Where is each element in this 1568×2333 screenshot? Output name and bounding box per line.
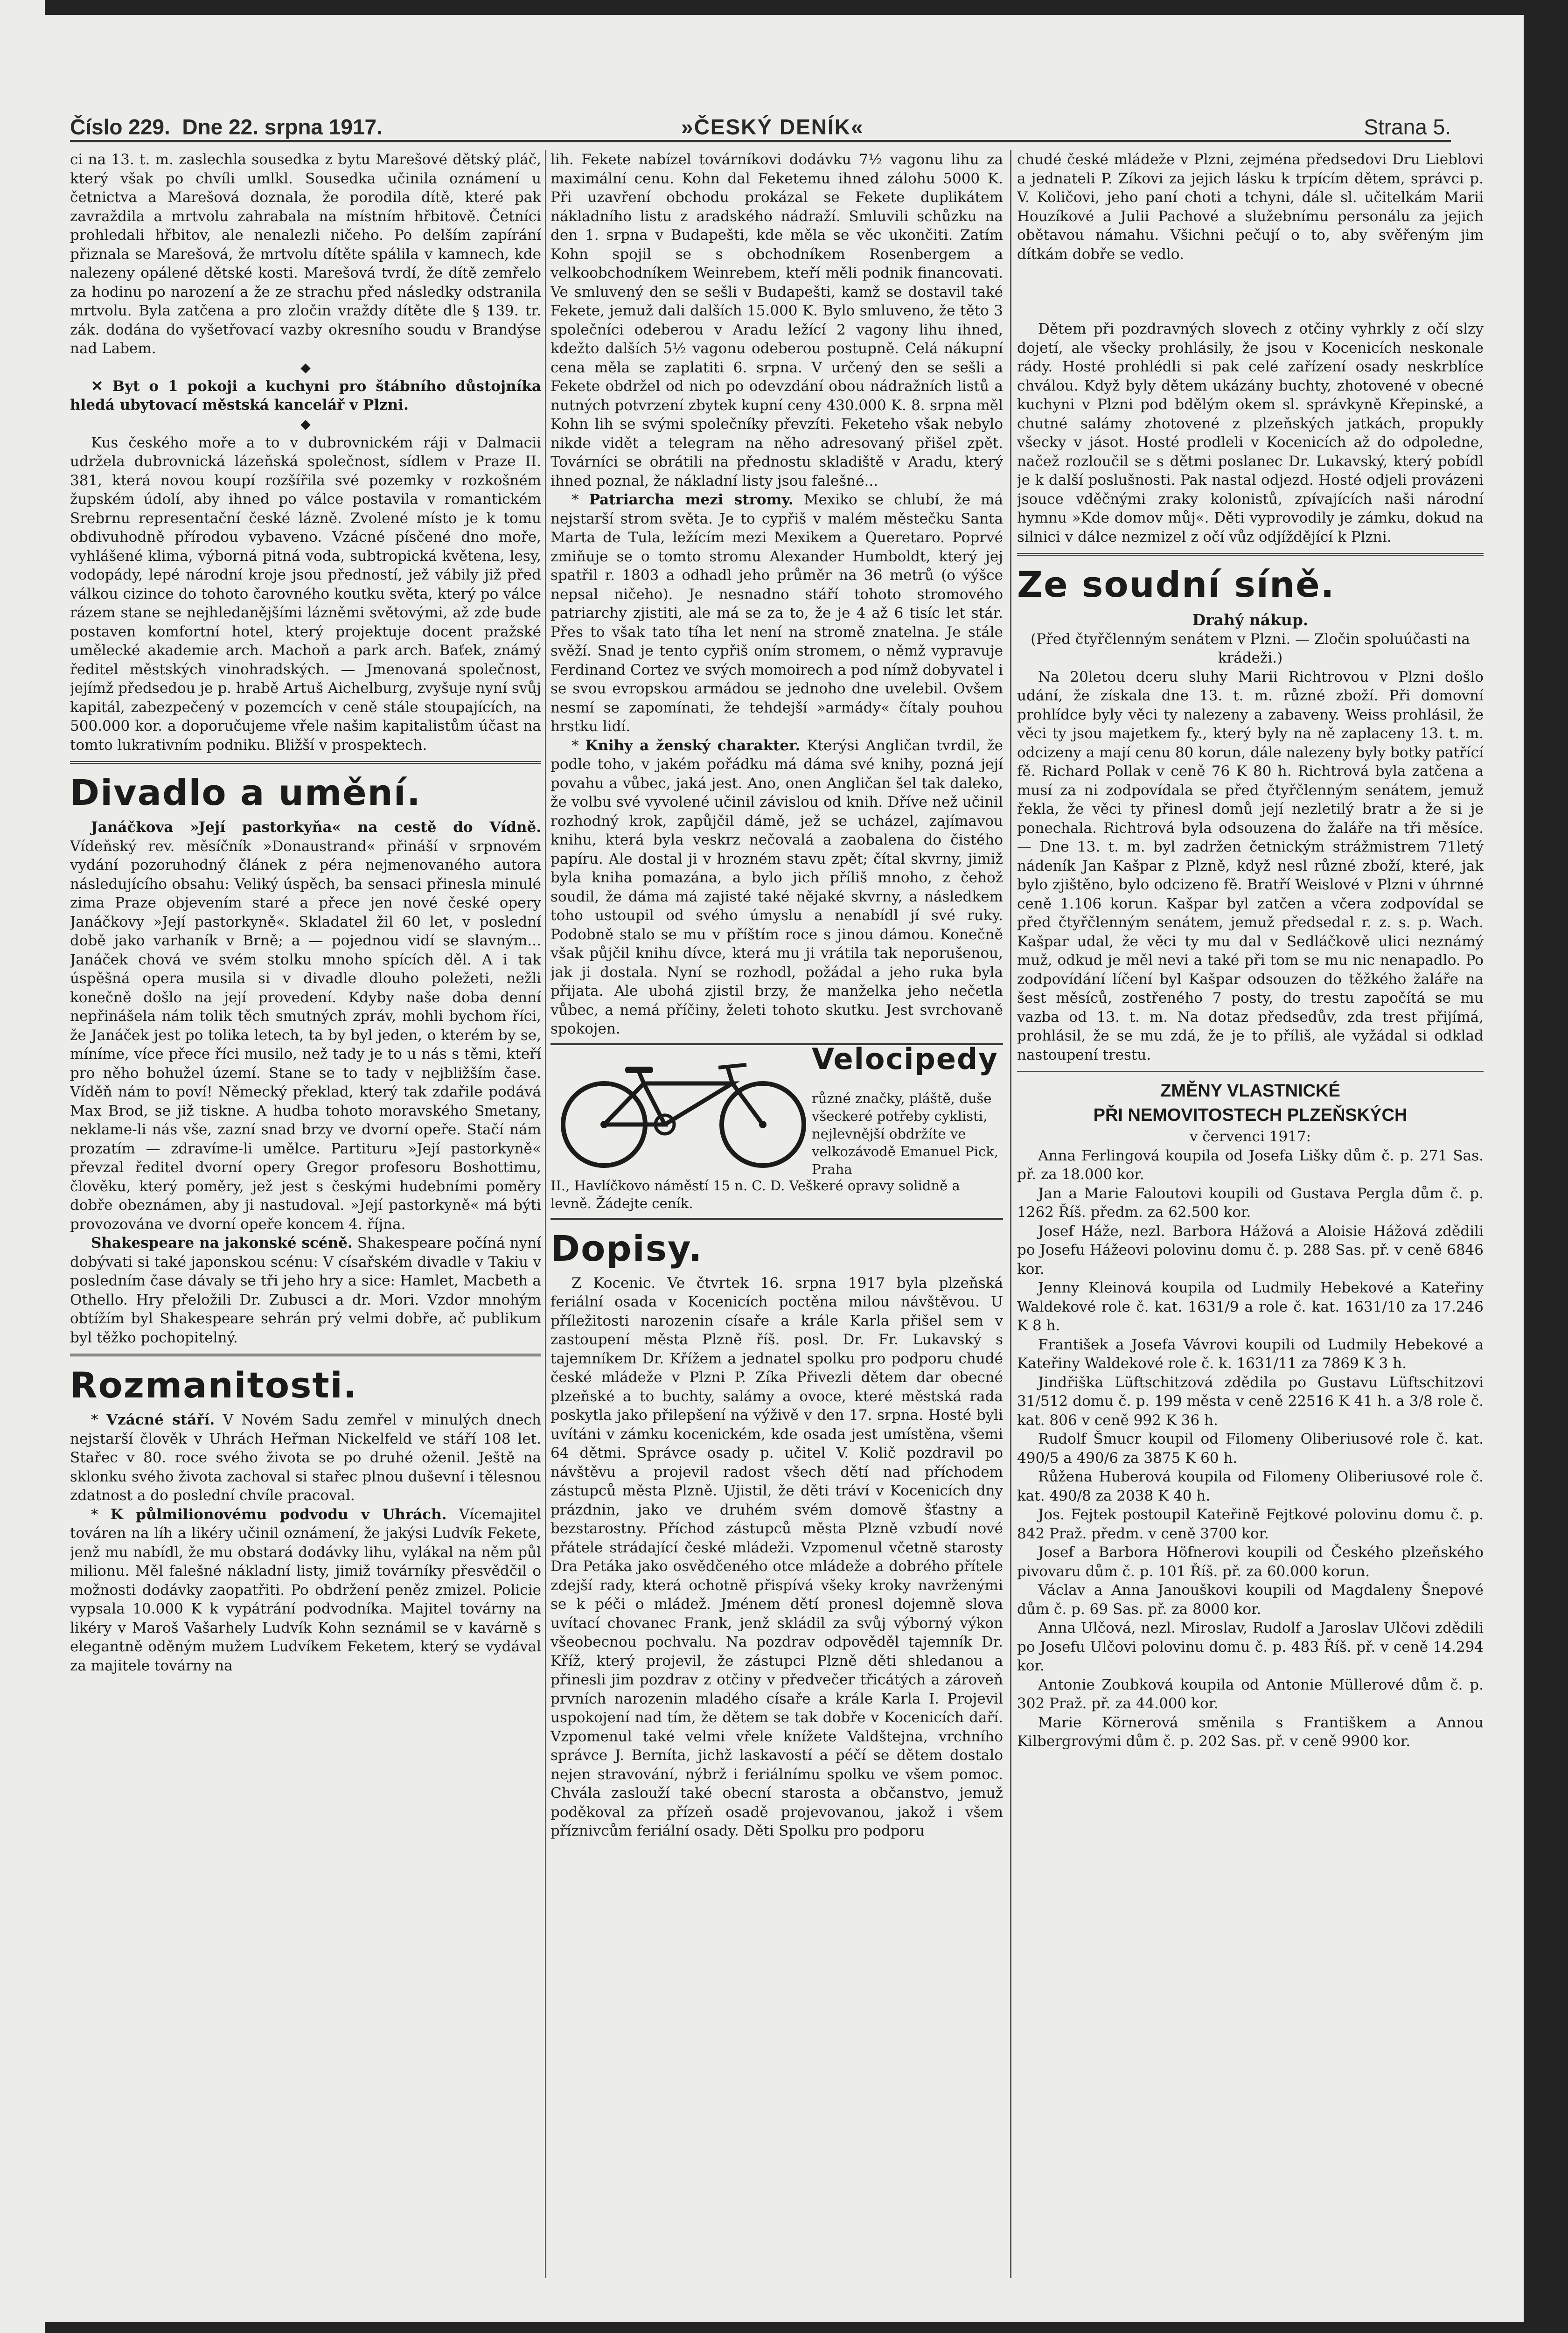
header-rule bbox=[70, 140, 1451, 142]
change-entry: Václav a Anna Janouškovi koupili od Magdaleny Šnepové dům č. p. 69 Sas. př. za 8000 kor. bbox=[1017, 1582, 1484, 1618]
page-number: Strana 5. bbox=[1364, 115, 1451, 139]
article-dubrovnik: Kus českého moře a to v dubrovnickém ráji v Dalmacii udržela dubrovnická lázeňská společnost, sídlem v Praze II. 381, která novou koupí rozšířila své pozemky v rozkošném župském údolí, aby ihned po válce postavila v romantickém Srebrnu representační české lázně. Zvolené místo je k tomu obdivuhodně přírodou vybaveno. Vzácné písčené dno moře, vyhlášené klima, výborná pitná voda, subtropická květena, lesy, vodopády, lepé národní kroje jsou předností, jež vábily již před válkou cizince do tohoto čarovného koutku světa, který po válce rázem stane se nejhledanějšími lázněmi světovými, až zde bude postaven komfortní hotel, který projektuje docent pražské umělecké akademie arch. Machoň a park arch. Baťek, známý ředitel městských vinohradských. — Jmenovaná společnost, jejímž předsedou je p. hrabě Artuš Aichelburg, zvyšuje nyní svůj kapitál, zabezpečený v pozemcích v ceně stále stoupajících, na 500.000 kor. a doporučujeme vřele našim kapitalistům účast na tomto lukrativním podniku. Bližší v prospektech. bbox=[70, 434, 541, 754]
section-rule bbox=[1017, 1071, 1484, 1072]
change-entry: Marie Körnerová směnila s Františkem a Annou Kilbergrovými dům č. p. 202 Sas. př. v ceně 9900 kor. bbox=[1017, 1714, 1484, 1750]
column-3 bbox=[1017, 150, 1484, 2278]
article-kocenic-deti: Dětem při pozdravných slovech z otčiny vyhrkly z očí slzy dojetí, ale všecky prohlásily, že jsou v Kocenicích neskonale rády. Hosté prohlédli si pak celé zařízení osady neskrblíce chválou. Když byly dětem ukázány buchty, zhotovené v obecné kuchyni v Plzni pod bdělým okem sl. správkyně Křepinské, a chutné salámy zhotovené z plzeňských jatkách, propukly všecky v jásot. Hosté prodleli v Kocenicích až do odpoledne, načež rozloučil se s dětmi poslanec Dr. Lukavský, který pobídl je k další poslušnosti. Pak nastal odjezd. Hosté odjeli provázeni jsouce vděčnými zraky kolonistů, zpívajících naši národní hymnu »Kde domov můj«. Děti vyprovodily je zámku, dokud na silnici v dálce nezmizel z očí vůz odjíždějící k Plzni. bbox=[1017, 321, 1484, 545]
article-heading-janacek: Janáčkova »Její pastorkyňa« na cestě do Vídně. bbox=[91, 819, 541, 836]
change-entry: Anna Ferlingová koupila od Josefa Lišky dům č. p. 271 Sas. př. za 18.000 kor. bbox=[1017, 1147, 1484, 1183]
article-stari: * Vzácné stáří. V Novém Sadu zemřel v minulých dnech nejstarší člověk v Uhrách Heřman Nickelfeld ve stáří 108 let. Stařec v 80. roce svého života se po druhé oženil. Ještě na sklonku svého života zachoval si stařec plnou duševní i tělesnou zdatnost a do poslední chvíle pracoval. bbox=[70, 1411, 541, 1504]
change-entry: Josef Háže, nezl. Barbora Hážová a Aloisie Hážová zdědili po Josefu Hážeovi polovinu domu č. p. 288 Sas. př. v ceně 6846 kor. bbox=[1017, 1222, 1484, 1278]
article-heading-podvod: K půlmilionovému podvodu v Uhrách. bbox=[110, 1506, 447, 1523]
article-knihy: * Knihy a ženský charakter. Kterýsi Angličan tvrdil, že podle toho, v jakém pořádku má dáma své knihy, pozná její povahu a vůbec, jaká jest. Ano, onen Angličan šel tak daleko, že volbu své vyvolené učinil závislou od knih. Dříve než učinil rozhodný krok, zapůjčil dámě, jež se ucházel, zajímavou knihu, která byla veskrz nečovalá a zaobalena do čistého papíru. Ale dostal ji v hrozném stavu zpět; čítal skvrny, jimiž byla kniha pomazána, a bylo jich příliš mnoho, z čehož soudil, že dáma má zajisté také nějaké skvrny, a následkem toho ustoupil od svého úmyslu a nenabídl jí své ruky. Podobně stalo se mu v příštím roce s jinou dámou. Konečně však půjčil knihu dívce, která mu ji vrátila tak neporušenou, jak ji dostala. Nyní se rozhodl, požádal a jeho ruka byla přijata. Ale ubohá zjistil brzy, že manželka jeho nečetla vůbec, a nemá příčiny, želeti tohoto skutku. Jest svrchovaně spokojen. bbox=[551, 737, 1003, 1037]
article-heading-stari: Vzácné stáří. bbox=[106, 1411, 215, 1428]
previous-page-edge bbox=[0, 0, 45, 2333]
article-body-janacek: Vídeňský rev. měsíčník »Donaustrand« přináší v srpnovém vydání pozoruhodný článek z péra nejmenovaného autora následujícího obsahu: Veliký úspěch, ba sensaci přinesla minulé zima Praze objevením staré a přece jen nové české opery Janáčkovy »Její pastorkyně«. Skladatel žil 60 let, v poslední době jako varhaník v Brně; a — pojednou vidí se slavným... Janáček chová ve svém stolku mnoho spících děl. A i tak úspěšná opera musila si v divadle dlouho poležeti, nežli konečně došlo na její provedení. Kdyby naše doba denní nepřinášela nám tolik těch smutných zpráv, mohli bychom říci, že Janáček jest po tolika letech, ta by byl jeden, o kterém by se, míníme, více přece říci musilo, než tady je to u nás s těmi, kteří pro něho bohužel území. Stane se to tady v nejbližším čase. Víděň nám to poví! Německý překlad, který tak zdařile podává Max Brod, se již tiskne. A hudba tohoto moravského Smetany, neklame-li nás vše, zazní snad brzy ve dvorní opeře. Stačí nám prozatím — zdravíme-li umělce. Partituru »Její pastorkyně« převzal ředitel dvorní opery Gregor profesoru Boshottimu, člověku, který poměry, jež jest s českými hudebními poměry dobře obeznámen, aby ji nastudoval. »Její pastorkyně« má býti provozována ve dvorní opeře koncem 4. října. bbox=[70, 838, 541, 1233]
divider-diamond: ◆ bbox=[300, 416, 311, 432]
article-podvod-continued: lih. Fekete nabízel továrníkovi dodávku 7½ vagonu lihu za maximální cenu. Kohn dal Feketemu ihned zálohu 5000 K. Při uzavření obchodu prokázal se Fekete duplikátem nákladního listu z aradského nádraží. Smluvili schůzku na den 1. srpna v Budapešti, kde měla se věc ukončiti. Zatím Kohn spojil se s obchodníkem Rosenbergem a velkoobchodníkem Weinrebem, kteří měli podnik financovati. Ve smluvený den se sešli v Budapešti, kamž se dostavil také Fekete, jemuž dali dalších 15.000 K. Bylo smluveno, že těto 3 společníci odeberou v Aradu ležící 2 vagony lihu ihned, kdežto dalších 5½ vagonu odeberou postupně. Celá nákupní cena měla se zaplatiti 6. srpna. V určený den se sešli a Fekete obdržel od nich po odevzdání obou nádražních listů a nutných potvrzení zbytek kupní ceny 430.000 K. 8. srpna měl Kohn lih se svými společníky převzíti. Feketeho však nebylo nikde vidět a telegram na něho adresovaný přišel zpět. Továrníci se obrátili na přednostu skladiště v Aradu, který ihned poznal, že nákladní listy jsou falešné... bbox=[551, 151, 1003, 489]
column-rule-1 bbox=[545, 150, 546, 2278]
article-body-knihy: Kterýsi Angličan tvrdil, že podle toho, v jakém pořádku má dáma své knihy, pozná její povahu a vůbec, jaká jest. Ano, onen Angličan šel tak daleko, že volbu své vyvolené učinil závislou od knih. Dříve než učinil rozhodný krok, zapůjčil dámě, jež se ucházel, zajímavou knihu, která byla veskrz nečovalá a zaobalena do čistého papíru. Ale dostal ji v hrozném stavu zpět; čítal skvrny, jimiž byla kniha pomazána, a bylo jich příliš mnoho, z čehož soudil, že dáma má zajisté také nějaké skvrny, a následkem toho ustoupil od svého úmyslu a nenabídl jí své ruky. Podobně stalo se mu v příštím roce s jinou dámou. Konečně však půjčil knihu dívce, která mu ji vrátila tak neporušenou, jak ji dostala. Nyní se rozhodl, požádal a jeho ruka byla přijata. Ale ubohá zjistil brzy, že manželka jeho nečetla vůbec, a nemá příčiny, želeti tohoto skutku. Jest svrchovaně spokojen. bbox=[551, 737, 1003, 1037]
section-title-divadlo: Divadlo a umění. bbox=[70, 772, 421, 813]
article-body-shakespeare: Shakespeare počíná nyní dobývati si také japonskou scénu: V císařském divadle v Takiu v posledním čase dávaly se tři jeho hry a sice: Hamlet, Macbeth a Othello. Hry přeložili Dr. Zubusci a dr. Mori. Vzdor mnohým obtížím byl Shakespeare sehrán prý velmi dobře, ač publikum byl těžko pochopitelný. bbox=[70, 1235, 541, 1346]
article-heading-patriarcha: Patriarcha mezi stromy. bbox=[589, 491, 794, 508]
page-blank-area bbox=[1017, 264, 1484, 320]
column-1 bbox=[70, 150, 541, 2278]
article-kocenic-continued: chudé české mládeže v Plzni, zejména předsedovi Dru Lieblovi a jednateli P. Zíkovi za jejich lásku k trpícím dětem, správci p. V. Količovi, jeho paní choti a tchyni, dále sl. učitelkám Marii Houzíkové a Julii Pachové a služebnímu personálu za jejich obětavou námahu. Všichni pečují o to, aby svěřeným jim dítkám dobře se vedlo. bbox=[1017, 151, 1484, 263]
section-title-soud: Ze soudní síně. bbox=[1017, 564, 1335, 605]
change-entry: Jenny Kleinová koupila od Ludmily Hebekové a Kateřiny Waldekové role č. kat. 1631/9 a role č. kat. 1631/10 za 17.246 K 8 h. bbox=[1017, 1279, 1484, 1334]
change-entry: Jindřiška Lüftschitzová zdědila po Gustavu Lüftschitzovi 31/512 domu č. p. 199 města v ceně 22516 K 41 h. a 3/8 role č. kat. 806 v ceně 992 K 36 h. bbox=[1017, 1374, 1484, 1429]
ad-title: Velocipedy bbox=[812, 1041, 998, 1076]
ad-footer: II., Havlíčkovo náměstí 15 n. C. D. Veškeré opravy solidně a levně. Žádejte ceník. bbox=[551, 1177, 960, 1211]
change-entry: Antonie Zoubková koupila od Antonie Müllerové dům č. p. 302 Praž. př. za 44.000 kor. bbox=[1017, 1676, 1484, 1712]
article-heading-knihy: Knihy a ženský charakter. bbox=[585, 737, 801, 754]
section-rule bbox=[70, 761, 541, 764]
section-title-dopisy: Dopisy. bbox=[551, 1227, 703, 1269]
article-body-patriarcha: Mexiko se chlubí, že má nejstarší strom světa. Je to cypřiš v malém městečku Santa Marta de Tula, ležícím mezi Mexikem a Queretaro. Poprvé zmiňuje se o tomto stromu Alexander Humboldt, který jej spatřil r. 1803 a odhadl jeho průměr na 36 metrů (o výšce nepsal ničeho). Je nesnadno stáří tohoto stromového patriarchy zjistiti, ale má se za to, že je 4 až 6 tisíc let stár. Přes to však tato tíha let není na stromě znatelna. Je stále svěží. Snad je tento cypřiš oním stromem, o němž vypravuje Ferdinand Cortez ve svých momoirech a pod nímž dobyvatel i se svou evropskou armádou se jednoho dne uvelebil. Ovšem nesmí se zapomínati, že tehdejší »armády« čítaly pouhou hrstku lidí. bbox=[551, 491, 1003, 735]
changes-month: v červenci 1917: bbox=[1189, 1128, 1311, 1145]
ad-body: různé značky, pláště, duše všeckeré potřeby cyklisti, nejlevnější obdržíte ve velkozávodě Emanuel Pick, Praha bbox=[812, 1090, 998, 1177]
article-body-podvod: Vícemajitel továren na líh a likéry učinil oznámení, že jakýsi Ludvík Fekete, jenž mu nabídl, že mu obstará dodávky lihu, vylákal na něm půl milionu. Měl falešné nákladní listy, jimiž továrníky přesvědčil o možnosti dodávky zaopatřiti. Po obdržení peněz zmizel. Policie vypsala 10.000 K k vypátrání podvodníka. Majitel továrny na likéry v Maroš Vašarhely Ludvík Kohn seznámil se v kavárně s elegantně oděným mužem Ludvíkem Feketem, který se vydával za majitele továrny na bbox=[70, 1506, 541, 1674]
changes-heading-2: PŘI NEMOVITOSTECH PLZEŇSKÝCH bbox=[1093, 1105, 1408, 1125]
divider-diamond: ◆ bbox=[300, 359, 311, 375]
article-janacek bbox=[70, 818, 541, 1234]
article-subheading-drahy: (Před čtyřčlenným senátem v Plzni. — Zločin spoluúčasti na krádeži.) bbox=[1031, 630, 1470, 666]
article-body-drahy: Na 20letou dceru sluhy Marii Richtrovou v Plzni došlo udání, že získala dne 13. t. m. různé zboží. Při domovní prohlídce byly věci ty nalezeny a zabaveny. Weiss prohlásil, že věci ty jsou majetkem fy., který byly na ně zaplaceny 13. t. m. odcizeny a mají cenu 80 korun, dále nalezeny byly botky patřící fě. Richard Pollak v ceně 76 K 80 h. Richtrová byla zatčena a musí za ni zodpovídala se před čtyřčlenným senátem, jemuž řekla, že věci ty přinesl domů její nezletilý bratr a že si je ponechala. Richtrová byla odsouzena do žaláře na tři měsíce. — Dne 13. t. m. byl zadržen četnickým strážmistrem 71letý nádeník Jan Kašpar z Plzně, když nesl různé zboží, které, jak bylo zjištěno, bylo odcizeno fě. Bratří Weislové v Plzni v úhrnné ceně 1.106 korun. Kašpar byl zatčen a včera zodpovídal se před čtyřčlenným senátem, jemuž předsedal r. z. s. p. Wach. Kašpar udal, že věci ty mu dal v Sedláčkově ulici neznámý muž, odkud je měl nevi a také při tom se mu nic nenapadlo. Po zodpovídání líčení byl Kašpar odsouzen do těžkého žaláře na šest měsíců, zostřeného 7 posty, do trestu započítá se mu vazba od 13. t. m. Na dotaz předsedův, zda trest přijímá, prohlásil, že se mu zdá, že je to příliš, ale vyžádal si odklad nastoupení trestu. bbox=[1017, 668, 1484, 1063]
column-2 bbox=[551, 150, 1003, 2278]
notice-apartment: ✕ Byt o 1 pokoji a kuchyni pro štábního důstojníka hledá ubytovací městská kancelář v Plzni. bbox=[70, 377, 541, 413]
change-entry: Anna Ulčová, nezl. Miroslav, Rudolf a Jaroslav Ulčovi zdědili po Josefu Ulčovi polovinu domu č. p. 483 Říš. př. v ceně 14.294 kor. bbox=[1017, 1620, 1484, 1674]
bicycle-illustration bbox=[551, 1055, 816, 1171]
section-rule bbox=[70, 1354, 541, 1356]
article-heading-drahy: Drahý nákup. bbox=[1192, 611, 1309, 629]
article-patriarcha: * Patriarcha mezi stromy. Mexiko se chlubí, že má nejstarší strom světa. Je to cypřiš v malém městečku Santa Marta de Tula, ležícím mezi Mexikem a Queretaro. Poprvé zmiňuje se o tomto stromu Alexander Humboldt, který jej spatřil r. 1803 a odhadl jeho průměr na 36 metrů (o výšce nepsal ničeho). Je nesnadno stáří tohoto stromového patriarchy zjistiti, ale má se za to, že je 4 až 6 tisíc let stár. Přes to však tato tíha let není na stromě znatelna. Je stále svěží. Snad je tento cypřiš oním stromem, o němž vypravuje Ferdinand Cortez ve svých momoirech a pod nímž dobyvatel i se svou evropskou armádou se jednoho dne uvelebil. Ovšem nesmí se zapomínati, že tehdejší »armády« čítaly pouhou hrstku lidí. bbox=[551, 491, 1003, 735]
column-rule-2 bbox=[1010, 150, 1011, 2278]
change-entry: Růžena Huberová koupila od Filomeny Oliberiusové role č. kat. 490/8 za 2038 K 40 h. bbox=[1017, 1468, 1484, 1504]
article-heading-shakespeare: Shakespeare na jakonské scéně. bbox=[91, 1235, 353, 1251]
change-entry: Jos. Fejtek postoupil Kateřině Fejtkové polovinu domu č. p. 842 Praž. předm. v ceně 3700 kor. bbox=[1017, 1506, 1484, 1542]
change-entry: Jan a Marie Faloutovi koupili od Gustava Pergla dům č. p. 1262 Říš. předm. za 62.500 kor. bbox=[1017, 1185, 1484, 1221]
changes-heading-1: ZMĚNY VLASTNICKÉ bbox=[1160, 1081, 1340, 1101]
issue-number: Číslo 229. bbox=[70, 115, 170, 139]
section-title-rozmanitosti: Rozmanitosti. bbox=[70, 1364, 358, 1406]
article-shakespeare bbox=[70, 1234, 541, 1347]
change-entry: Josef a Barbora Höfnerovi koupili od Českého plzeňského pivovaru dům č. p. 101 Říš. př. za 60.000 korun. bbox=[1017, 1544, 1484, 1580]
header-issue-date bbox=[70, 114, 383, 140]
article-podvod: * K půlmilionovému podvodu v Uhrách. Vícemajitel továren na líh a likéry učinil oznámení, že jakýsi Ludvík Fekete, jenž mu nabídl, že mu obstará dodávky lihu, vylákal na něm půl milionu. Měl falešné nákladní listy, jimiž továrníky přesvědčil o možnosti dodávky zaopatřiti. Po obdržení peněz zmizel. Policie vypsala 10.000 K k vypátrání podvodníka. Majitel továrny na likéry v Maroš Vašarhely Ludvík Kohn seznámil se v kavárně s elegantně oděným mužem Ludvíkem Feketem, který se vydával za majitele továrny na bbox=[70, 1506, 541, 1674]
article-infanticide: ci na 13. t. m. zaslechla sousedka z bytu Marešové dětský pláč, který však po chvíli umlkl. Sousedka učinila oznámení u četnictva a Marešová doznala, že porodila dítě, které pak zavraždila a mrtvolu zahrabala na místním hřbitově. Četníci prohledali hřbitov, ale nenalezli ničeho. Po delším zapírání přiznala se Marešová, že mrtvolu dítěte spálila v kamnech, kde nalezeny opálené dětské kosti. Marešová tvrdí, že dítě zemřelo za hodinu po narození a že ze strachu před následky odstranila mrtvolu. Byla zatčena a pro zločin vraždy dítěte dle § 139. tr. zák. dodána do vyšetřovací vazby okresního soudu v Brandýse nad Labem. bbox=[70, 151, 541, 357]
section-rule bbox=[1017, 553, 1484, 556]
article-kocenic: Z Kocenic. Ve čtvrtek 16. srpna 1917 byla plzeňská feriální osada v Kocenicích poctěna milou návštěvou. U příležitosti narozenin císaře a krále Karla přišel sem v zastoupení města Plzně říš. posl. Dr. Fr. Lukavský s tajemníkem Dr. Křížem a jednatel spolku pro podporu chudé české mládeže v Plzni P. Zíka Přivezli dětem dar obecné plzeňské a to buchty, salámy a ovoce, které městská rada poskytla jako přilepšení na výživě v den 17. srpna. Hosté byli uvítáni v zámku kocenickém, kde osada jest umístěna, všemi 64 dětmi. Správce osady p. učitel V. Količ pozdravil po návštěvu a projevil radost všech dětí nad příchodem zástupců města Plzně. Ujistil, že děti tráví v Kocenicích dny prázdnin, jako ve druhém svém domově šťastny a bezstarostny. Příchod zástupců města Plzně vzbudí nové přátele strádající české mládeži. Vzpomenul včetně starosty Dra Petáka jako osvědčeného otce mládeže a dobrého přítele zdejší rady, která ochotně přispívá všeky kroky navrženými se k péči o mládež. Jménem dětí pronesl dojemně slova uvítací chovanec Frank, jenž skládil za svůj výborný výkon všeobecnou pochvalu. Na pozdrav odpověděl tajemník Dr. Kříž, který projevil, že zástupci Plzně děti shledanou a přinesli jim pozdrav z otčiny v předvečer třicátých a zároveň prvních narozenin mladého císaře a krále Karla I. Projevil uspokojení nad tím, že dětem se tak dobře v Kocenicích daří. Vzpomenul také velmi vřele knížete Valdštejna, vrchního správce J. Berníta, jichž laskavostí a péčí se dětem dostalo nejen stravování, nýbrž i feriálnímu spolku ve všem pomoc. Chvála zaslouží také obecní starosta a občanstvo, jemuž poděkoval za přízeň osadě projevovanou, jakož i všem příznivcům feriální osady. Děti Spolku pro podporu bbox=[551, 1274, 1003, 1839]
article-body-stari: V Novém Sadu zemřel v minulých dnech nejstarší člověk v Uhrách Heřman Nickelfeld ve stáří 108 let. Stařec v 80. roce svého života se po druhé oženil. Ještě na sklonku svého života zachoval si stařec plnou duševní i tělesnou zdatnost a do poslední chvíle pracoval. bbox=[70, 1411, 541, 1504]
change-entry: František a Josefa Vávrovi koupili od Ludmily Hebekové a Kateřiny Waldekové role č. k. 1631/11 za 7869 K 3 h. bbox=[1017, 1336, 1484, 1372]
issue-date: Dne 22. srpna 1917. bbox=[182, 115, 383, 139]
newspaper-title: »ČESKÝ DENÍK« bbox=[681, 115, 864, 139]
change-entry: Rudolf Šmucr koupil od Filomeny Oliberiusové role č. kat. 490/5 a 490/6 za 3875 K 60 h. bbox=[1017, 1431, 1484, 1467]
advertisement-velocipedy bbox=[551, 1043, 1003, 1220]
